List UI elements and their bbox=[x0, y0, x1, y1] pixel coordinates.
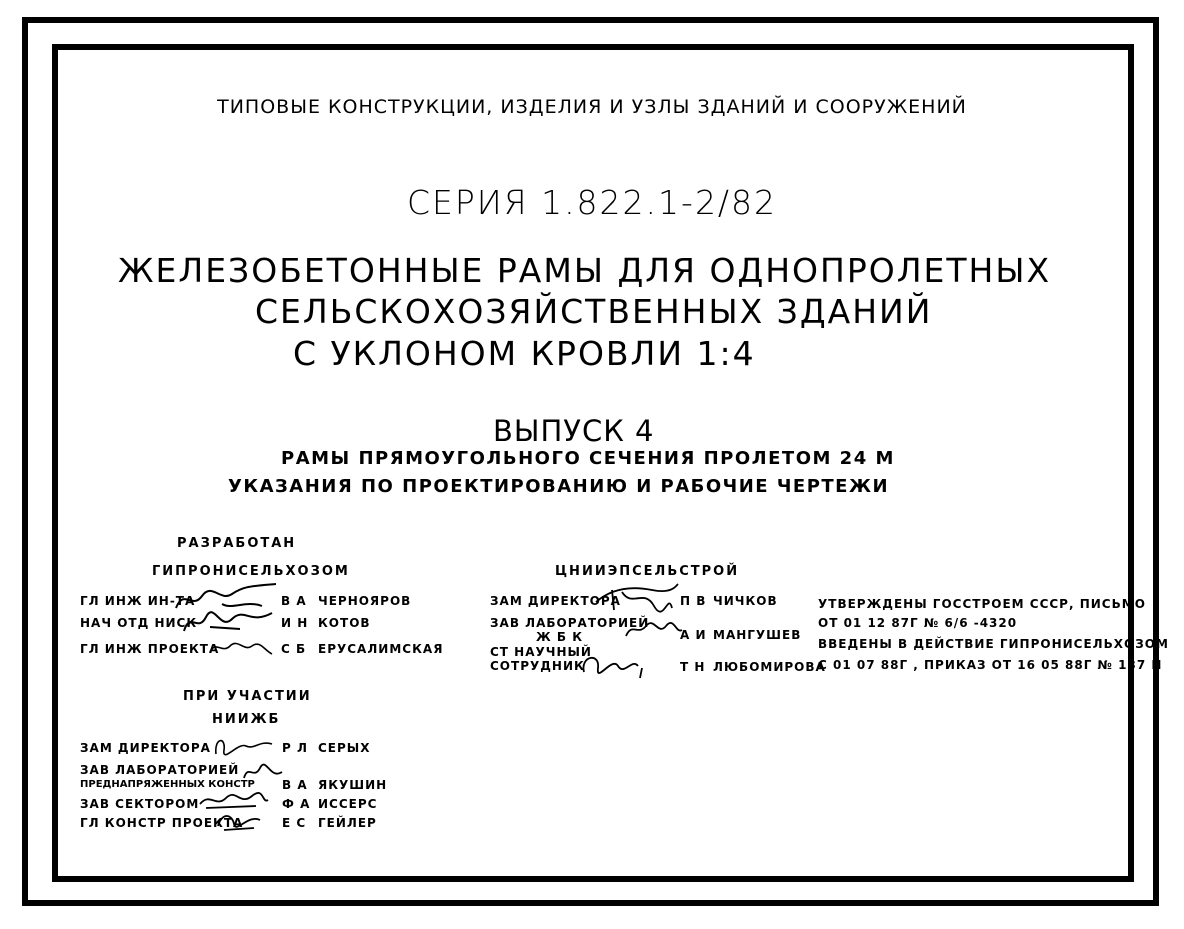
part-role-2b: ПРЕДНАПРЯЖЕННЫХ КОНСТР bbox=[80, 779, 255, 790]
signature-yakushin bbox=[240, 760, 286, 786]
participation-org: НИИЖБ bbox=[212, 712, 281, 727]
ts-name-1: ЧИЧКОВ bbox=[713, 594, 778, 608]
approval-line-3: ВВЕДЕНЫ В ДЕЙСТВИЕ ГИПРОНИСЕЛЬХОЗОМ bbox=[818, 637, 1169, 651]
tsniiep-org: ЦНИИЭПСЕЛЬСТРОЙ bbox=[555, 564, 740, 579]
signature-chichkov bbox=[592, 582, 682, 616]
approval-line-2: ОТ 01 12 87Г № 6/6 -4320 bbox=[818, 616, 1018, 630]
header-text: ТИПОВЫЕ КОНСТРУКЦИИ, ИЗДЕЛИЯ И УЗЛЫ ЗДАНИЙ И СООРУЖЕНИЙ bbox=[217, 96, 967, 118]
approval-line-4: С 01 07 88Г , ПРИКАЗ ОТ 16 05 88Г № 137 П bbox=[818, 658, 1163, 672]
signature-erusalimskaya bbox=[206, 636, 276, 660]
dev-role-2: НАЧ ОТД НИСК bbox=[80, 616, 198, 630]
ts-initials-3: Т Н bbox=[680, 660, 706, 674]
ts-role-2: ЗАВ ЛАБОРАТОРИЕЙ bbox=[490, 616, 650, 630]
dev-name-2: КОТОВ bbox=[318, 616, 371, 630]
ts-role-2b: Ж Б К bbox=[536, 630, 583, 644]
part-name-2: ЯКУШИН bbox=[318, 778, 388, 792]
subtitle-line-1: РАМЫ ПРЯМОУГОЛЬНОГО СЕЧЕНИЯ ПРОЛЕТОМ 24 М bbox=[281, 448, 895, 469]
part-role-4: ГЛ КОНСТР ПРОЕКТА bbox=[80, 816, 244, 830]
dev-name-3: ЕРУСАЛИМСКАЯ bbox=[318, 642, 444, 656]
ts-name-2: МАНГУШЕВ bbox=[713, 628, 802, 642]
signature-serykh bbox=[210, 732, 280, 760]
ts-role-3b: СОТРУДНИК bbox=[490, 659, 585, 673]
part-name-3: ИССЕРС bbox=[318, 797, 378, 811]
series-number: СЕРИЯ 1.822.1-2/82 bbox=[406, 183, 778, 222]
ts-name-3: ЛЮБОМИРОВА bbox=[713, 660, 826, 674]
signature-mangushev bbox=[622, 618, 686, 642]
ts-initials-2: А И bbox=[680, 628, 707, 642]
title-line-1: ЖЕЛЕЗОБЕТОННЫЕ РАМЫ ДЛЯ ОДНОПРОЛЕТНЫХ bbox=[118, 251, 1052, 290]
part-initials-3: Ф А bbox=[282, 797, 311, 811]
part-initials-2: В А bbox=[282, 778, 308, 792]
part-initials-1: Р Л bbox=[282, 741, 308, 755]
signature-geiler bbox=[214, 808, 264, 834]
developed-heading: РАЗРАБОТАН bbox=[177, 536, 297, 551]
part-name-4: ГЕЙЛЕР bbox=[318, 816, 377, 830]
title-line-2: СЕЛЬСКОХОЗЯЙСТВЕННЫХ ЗДАНИЙ bbox=[255, 292, 933, 331]
issue-number: ВЫПУСК 4 bbox=[493, 414, 655, 448]
ts-role-1: ЗАМ ДИРЕКТОРА bbox=[490, 594, 621, 608]
ts-role-3: СТ НАУЧНЫЙ bbox=[490, 645, 592, 659]
developed-org: ГИПРОНИСЕЛЬХОЗОМ bbox=[152, 564, 350, 579]
dev-role-3: ГЛ ИНЖ ПРОЕКТА bbox=[80, 642, 220, 656]
part-name-1: СЕРЫХ bbox=[318, 741, 371, 755]
dev-initials-1: В А bbox=[281, 594, 307, 608]
part-role-2: ЗАВ ЛАБОРАТОРИЕЙ bbox=[80, 763, 240, 777]
subtitle-line-2: УКАЗАНИЯ ПО ПРОЕКТИРОВАНИЮ И РАБОЧИЕ ЧЕРТЕЖИ bbox=[228, 476, 890, 497]
dev-initials-2: И Н bbox=[281, 616, 309, 630]
signature-kotov bbox=[180, 607, 280, 637]
dev-initials-3: С Б bbox=[281, 642, 307, 656]
participation-heading: ПРИ УЧАСТИИ bbox=[183, 689, 312, 704]
part-role-3: ЗАВ СЕКТОРОМ bbox=[80, 797, 200, 811]
part-initials-4: Е С bbox=[282, 816, 307, 830]
title-line-3: С УКЛОНОМ КРОВЛИ 1:4 bbox=[293, 334, 756, 373]
dev-role-1: ГЛ ИНЖ ИН-ТА bbox=[80, 594, 196, 608]
approval-line-1: УТВЕРЖДЕНЫ ГОССТРОЕМ СССР, ПИСЬМО bbox=[818, 597, 1146, 611]
signature-lyubomirova bbox=[578, 648, 654, 682]
ts-initials-1: П В bbox=[680, 594, 707, 608]
part-role-1: ЗАМ ДИРЕКТОРА bbox=[80, 741, 211, 755]
dev-name-1: ЧЕРНОЯРОВ bbox=[318, 594, 412, 608]
